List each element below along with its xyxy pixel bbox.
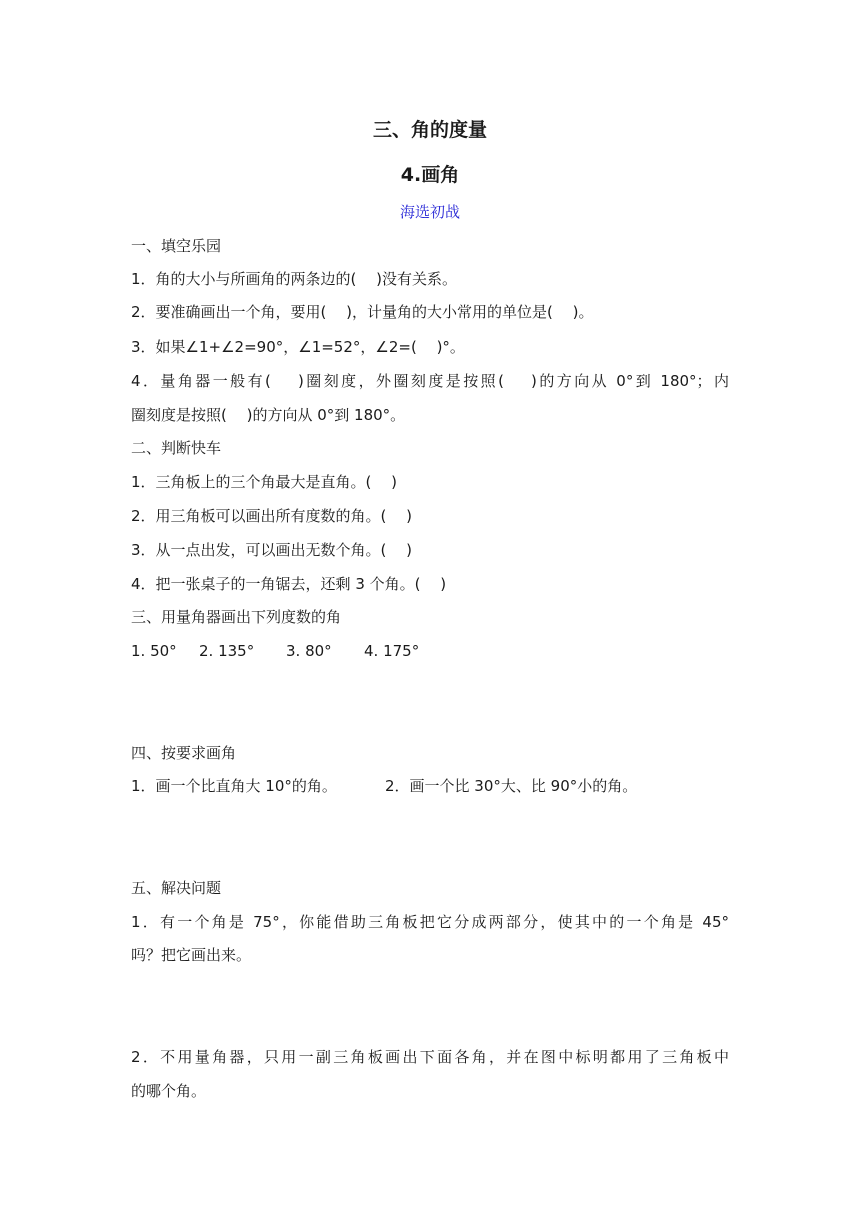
section-heading-draw: 四、按要求画角 — [131, 744, 237, 762]
angle-item: 2. 135° — [199, 642, 255, 660]
question-fill-4-line2: 圈刻度是按照( )的方向从 0°到 180°。 — [131, 406, 406, 424]
section-heading-fill-blank: 一、填空乐园 — [131, 237, 222, 255]
question-fill-3: 3．如果∠1+∠2=90°，∠1=52°，∠2=( )°。 — [131, 338, 465, 356]
angle-item: 1. 50° — [131, 642, 177, 660]
question-tf-1: 1．三角板上的三个角最大是直角。( ) — [131, 473, 398, 491]
question-tf-3: 3．从一点出发，可以画出无数个角。( ) — [131, 541, 413, 559]
chapter-title: 三、角的度量 — [372, 119, 487, 141]
question-solve-1-line1: 1．有一个角是 75°，你能借助三角板把它分成两部分，使其中的一个角是 45° — [131, 913, 729, 931]
question-draw-2: 2．画一个比 30°大、比 90°小的角。 — [385, 777, 638, 795]
question-fill-4-line1: 4．量角器一般有( )圈刻度，外圈刻度是按照( )的方向从 0°到 180°；内 — [131, 372, 729, 390]
question-tf-4: 4．把一张桌子的一角锯去，还剩 3 个角。( ) — [131, 575, 447, 593]
lesson-title: 4.画角 — [400, 164, 460, 186]
question-solve-1-line2: 吗？把它画出来。 — [131, 946, 252, 964]
question-draw-1: 1．画一个比直角大 10°的角。 — [131, 777, 337, 795]
question-fill-1: 1．角的大小与所画角的两条边的( )没有关系。 — [131, 270, 458, 288]
question-tf-2: 2．用三角板可以画出所有度数的角。( ) — [131, 507, 413, 525]
question-solve-2-line1: 2．不用量角器，只用一副三角板画出下面各角，并在图中标明都用了三角板中 — [131, 1048, 729, 1066]
angle-list — [131, 641, 419, 661]
angle-item: 4. 175° — [364, 642, 420, 660]
question-solve-2-line2: 的哪个角。 — [131, 1082, 207, 1100]
section-heading-true-false: 二、判断快车 — [131, 439, 222, 457]
angle-item: 3. 80° — [286, 642, 332, 660]
section-heading-protractor: 三、用量角器画出下列度数的角 — [131, 608, 342, 626]
question-fill-2: 2．要准确画出一个角，要用( )，计量角的大小常用的单位是( )。 — [131, 303, 594, 321]
section-heading-solve: 五、解决问题 — [131, 879, 222, 897]
subtitle: 海选初战 — [399, 203, 460, 221]
